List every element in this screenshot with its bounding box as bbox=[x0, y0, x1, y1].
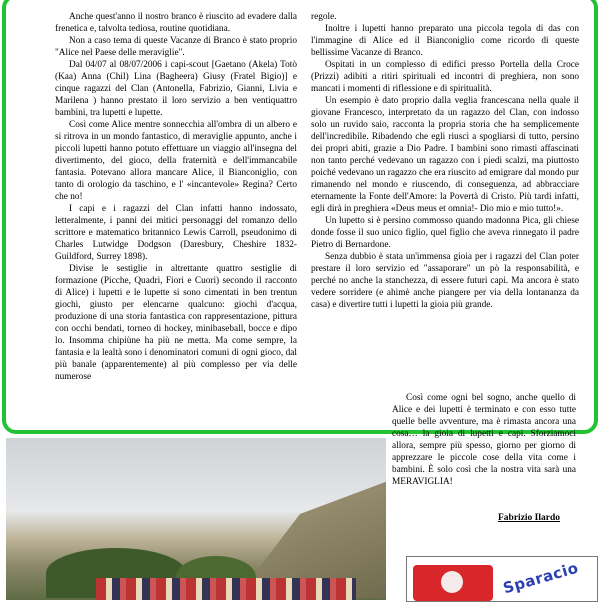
author-signature: Fabrizio Ilardo bbox=[498, 513, 561, 523]
paragraph: I capi e i ragazzi del Clan infatti hanno indossato, letteralmente, i panni dei mitici personaggi del romanzo dello scrittore e matematico britannico Lewis Carroll, pseudonimo di Charles Lutwidge Dodgson (Daresbury, Cheshire 1832- Guildford, Surrey 1898). bbox=[55, 203, 297, 262]
logo-text: Sparacio bbox=[501, 558, 581, 598]
paragraph: Un lupetto si è persino commosso quando madonna Pica, gli chiese donde fosse il suo unico figlio, quel figlio che aveva rinnegato il padre Pietro di Bernardone. bbox=[311, 215, 579, 250]
paragraph: Non a caso tema di queste Vacanze di Branco è stato proprio "Alice nel Paese delle meraviglie". bbox=[55, 35, 297, 58]
paragraph: Divise le sestiglie in altrettante quattro sestiglie di formazione (Picche, Quadri, Fiori e Cuori) secondo il racconto di Alice) i lupetti e le lupette si sono cimentati in ben trentun giochi, giusto per elencarne qualcuno: giochi d'acqua, produzione di una storia fantastica con rappresentazione, pittura con occhi bendati, torneo di hockey, minibaseball, bocce e dipo lo. Insomma chipiùne ha più ne metta. Ma come sempre, la fantasia e la lealtà sono i denominatori comuni di ogni gioco, dal più banale (apparentemente) al più complesso per via delle numerose bbox=[55, 263, 297, 382]
article-right-column bbox=[311, 12, 579, 312]
paragraph: Così come ogni bel sogno, anche quello di Alice e dei lupetti è terminato e con esso tutte quelle belle avventure, ma è rimasta ancora una cosa… la gioia di lupetti e capi. Sforziamoci allora, sempre più spesso, giorno per giorno di apprezzare le piccole cose della vita come i bambini. È solo così che la nostra vita sarà una MERAVIGLIA! bbox=[392, 393, 576, 487]
paragraph: Un esempio è dato proprio dalla veglia francescana nella quale il giovane Francesco, interpretato da un ragazzo del Clan, con indosso solo un ruvido saio, racconta la propria storia che ha semplicemente dell'incredibile. Ribadendo che egli riuscì a spogliarsi di tutto, persino dei propri abiti, grazie a Dio Padre. I bambini sono rimasti affascinati non tanto perché vedevano un ragazzo con i piedi scalzi, ma piuttosto poiché vedevano un ragazzo che era riuscito ad emigrare dal mondo pur rimanendo nel mondo e riuscendo, di conseguenza, ad abbracciare eternamente la Fonte dell'Amore: la Povertà di Cristo. Più tardi infatti, egli dirà in preghiera «Deus meus et omnia!- Dio mio e mio tutto!». bbox=[311, 95, 579, 214]
article-left-column bbox=[55, 12, 297, 384]
paragraph: Senza dubbio è stata un'immensa gioia per i ragazzi del Clan poter prestare il loro servizio ed "assaporare" un pò la responsabilità, e perché no anche la stanchezza, di essere futuri capi. Ma ancora è stato vedere sorridere (e ahimè anche piangere per via della lontananza da casa) e divertire tutti i lupetti la gioia più grande. bbox=[311, 251, 579, 310]
paragraph: Così come Alice mentre sonnecchia all'ombra di un albero e si ritrova in un mondo fantastico, di meraviglie appunto, anche i piccoli lupetti hanno potuto effettuare un viaggio all'insegna del divertimento, del gioco, della fraternità e dell'immancabile fantasia. Potevano allora mancare Alice, il Bianconiglio, con tanto di orologio da taschino, e l' «incantevole» Regina? Certo che no! bbox=[55, 119, 297, 202]
paragraph: Dal 04/07 al 08/07/2006 i capi-scout [Gaetano (Akela) Totò (Kaa) Anna (Chil) Lina (Bagheera) Giusy (Fratel Bigio)] e cinque ragazzi del Clan (Antonella, Fabrizio, Gianni, Livia e Marilena ) hanno prestato il loro servizio a ben ventiquattro bambini, tra lupetti e lupette. bbox=[55, 59, 297, 118]
tractor-icon bbox=[413, 565, 493, 601]
group-photo bbox=[6, 438, 386, 600]
closing-paragraph bbox=[392, 393, 576, 489]
paragraph: regole. bbox=[311, 12, 337, 22]
paragraph: Ospitati in un complesso di edifici presso Portella della Croce (Prizzi) adibiti a ritiri spirituali ed incontri di preghiera, non sono mancati i momenti di riflessione e di spiritualità. bbox=[311, 59, 579, 94]
photo-people bbox=[96, 578, 356, 600]
paragraph: Anche quest'anno il nostro branco è riuscito ad evadere dalla frenetica e, talvolta tediosa, routine quotidiana. bbox=[55, 12, 297, 34]
sponsor-logo bbox=[406, 556, 598, 602]
paragraph: Inoltre i lupetti hanno preparato una piccola tegola di das con l'immagine di Alice ed il Bianconiglio come ricordo di queste bellissime Vacanze di Branco. bbox=[311, 23, 579, 58]
